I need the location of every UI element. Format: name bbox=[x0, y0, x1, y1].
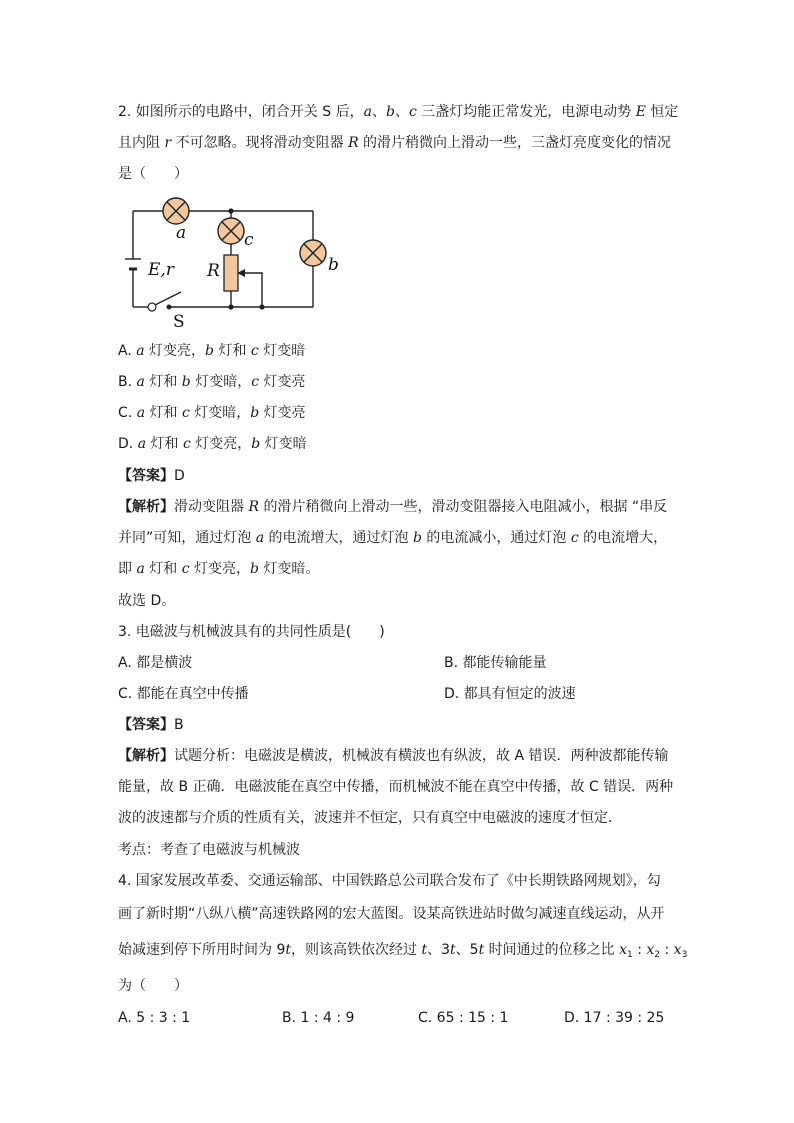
q2-answer bbox=[118, 466, 185, 486]
analysis-label: 【解析】 bbox=[118, 499, 174, 515]
math-variable: c bbox=[251, 374, 260, 390]
math-variable: c bbox=[408, 104, 417, 120]
math-variable: c bbox=[181, 561, 190, 577]
math-variable: b bbox=[385, 104, 395, 120]
math-variable: x bbox=[646, 942, 655, 958]
math-variable: R bbox=[348, 135, 359, 151]
q4-stem-line-4: 为（ ） bbox=[118, 978, 188, 994]
q3-option-b: B. 都能传输能量 bbox=[444, 655, 547, 671]
analysis-label: 【解析】 bbox=[118, 748, 174, 764]
q2-option-a: A. a 灯变亮，b 灯和 c 灯变暗 bbox=[118, 343, 306, 359]
q4-option-c: C. 65 : 15 : 1 bbox=[418, 1010, 509, 1026]
math-subscript: 1 bbox=[627, 950, 633, 960]
q4-option-b: B. 1 : 4 : 9 bbox=[282, 1010, 355, 1026]
math-variable: R bbox=[248, 499, 259, 515]
math-variable: b bbox=[250, 561, 259, 577]
math-variable: b bbox=[205, 343, 215, 359]
rheostat-r bbox=[224, 255, 238, 291]
label-b: b bbox=[328, 255, 339, 275]
math-variable: t bbox=[421, 942, 428, 958]
math-variable: r bbox=[164, 135, 172, 151]
q2-analysis-line-2: 并同”可知，通过灯泡 a 的电流增大，通过灯泡 b 的电流减小，通过灯泡 c 的电流增大， bbox=[118, 530, 668, 546]
label-switch: S bbox=[173, 312, 185, 331]
q3-kaodian: 考点：考查了电磁波与机械波 bbox=[118, 842, 300, 858]
q2-option-c: C. a 灯和 c 灯变暗，b 灯变亮 bbox=[118, 405, 306, 421]
math-variable: b bbox=[250, 405, 260, 421]
label-rheostat: R bbox=[207, 261, 220, 281]
q2-stem-line-1: 2. 如图所示的电路中，闭合开关 S 后，a、b、c 三盏灯均能正常发光，电源电动势 E 恒定 bbox=[118, 104, 679, 120]
q3-analysis-line-2: 能量，故 B 正确．电磁波能在真空中传播，而机械波不能在真空中传播，故 C 错误．两种 bbox=[118, 779, 674, 795]
q2-stem-line-3: 是（ ） bbox=[118, 166, 188, 182]
q2-analysis-line-3: 即 a 灯和 c 灯变亮，b 灯变暗。 bbox=[118, 561, 320, 577]
math-variable: E bbox=[635, 104, 646, 120]
math-variable: c bbox=[570, 530, 579, 546]
math-subscript: 2 bbox=[654, 950, 661, 960]
label-c: c bbox=[244, 230, 254, 250]
math-variable: a bbox=[136, 343, 145, 359]
q3-option-c: C. 都能在真空中传播 bbox=[118, 686, 249, 702]
math-variable: t bbox=[450, 942, 456, 958]
answer-label: 【答案】 bbox=[118, 717, 174, 733]
math-variable: c bbox=[181, 405, 190, 421]
q4-option-a: A. 5 : 3 : 1 bbox=[118, 1010, 191, 1026]
lamp-c bbox=[218, 218, 244, 244]
math-variable: a bbox=[363, 104, 372, 120]
analysis-text: 试题分析：电磁波是横波，机械波有横波也有纵波，故 A 错误．两种波都能传输 bbox=[174, 748, 669, 764]
math-variable: b bbox=[181, 374, 191, 390]
math-variable: a bbox=[136, 374, 145, 390]
answer-value: D bbox=[174, 468, 185, 484]
q2-option-d: D. a 灯和 c 灯变亮，b 灯变暗 bbox=[118, 436, 307, 452]
math-variable: t bbox=[478, 942, 485, 958]
analysis-text: 滑动变阻器 R 的滑片稍微向上滑动一些，滑动变阻器接入电阻减小，根据 “串反 bbox=[174, 499, 668, 515]
label-a: a bbox=[176, 223, 187, 243]
math-variable: x bbox=[673, 942, 682, 958]
math-variable: t bbox=[285, 942, 291, 958]
q2-option-b: B. a 灯和 b 灯变暗，c 灯变亮 bbox=[118, 374, 306, 390]
lamp-b bbox=[300, 240, 326, 266]
answer-label: 【答案】 bbox=[118, 468, 174, 484]
label-source: E,r bbox=[148, 260, 174, 280]
q4-stem-line-1: 4. 国家发展改革委、交通运输部、中国铁路总公司联合发布了《中长期铁路网规划》，勾 bbox=[118, 873, 661, 889]
q2-analysis-line-1 bbox=[118, 497, 667, 517]
math-variable: a bbox=[136, 405, 146, 421]
q3-option-a: A. 都是横波 bbox=[118, 655, 193, 671]
lamp-a bbox=[163, 198, 189, 224]
q3-option-d: D. 都具有恒定的波速 bbox=[444, 686, 576, 702]
answer-value: B bbox=[174, 717, 184, 733]
math-variable: a bbox=[136, 561, 145, 577]
q4-stem-line-2: 画了新时期“八纵八横”高速铁路网的宏大蓝图。设某高铁进站时做匀减速直线运动，从开 bbox=[118, 906, 665, 922]
math-variable: c bbox=[182, 436, 191, 452]
q2-conclusion: 故选 D。 bbox=[118, 593, 176, 609]
q3-answer bbox=[118, 715, 184, 735]
math-variable: a bbox=[255, 530, 265, 546]
q4-stem-line-3: 始减速到停下所用时间为 9t，则该高铁依次经过 t、3t、5t 时间通过的位移之比 $x_1$ : $x_2$ : $x_3$ bbox=[118, 942, 688, 960]
circuit-diagram bbox=[118, 196, 358, 331]
math-subscript: 3 bbox=[681, 950, 688, 960]
math-variable: a bbox=[137, 436, 147, 452]
q4-option-d: D. 17 : 39 : 25 bbox=[564, 1010, 665, 1026]
q2-stem-line-2: 且内阻 r 不可忽略。现将滑动变阻器 R 的滑片稍微向上滑动一些，三盏灯亮度变化的情况 bbox=[118, 135, 672, 151]
q3-analysis-line-3: 波的波速都与介质的性质有关，波速并不恒定，只有真空中电磁波的速度才恒定． bbox=[118, 810, 622, 826]
math-variable: b bbox=[412, 530, 422, 546]
math-variable: x bbox=[619, 942, 628, 958]
math-variable: b bbox=[251, 436, 261, 452]
q3-analysis-line-1 bbox=[118, 746, 668, 766]
math-variable: c bbox=[250, 343, 259, 359]
q3-stem: 3. 电磁波与机械波具有的共同性质是( ) bbox=[118, 624, 385, 640]
